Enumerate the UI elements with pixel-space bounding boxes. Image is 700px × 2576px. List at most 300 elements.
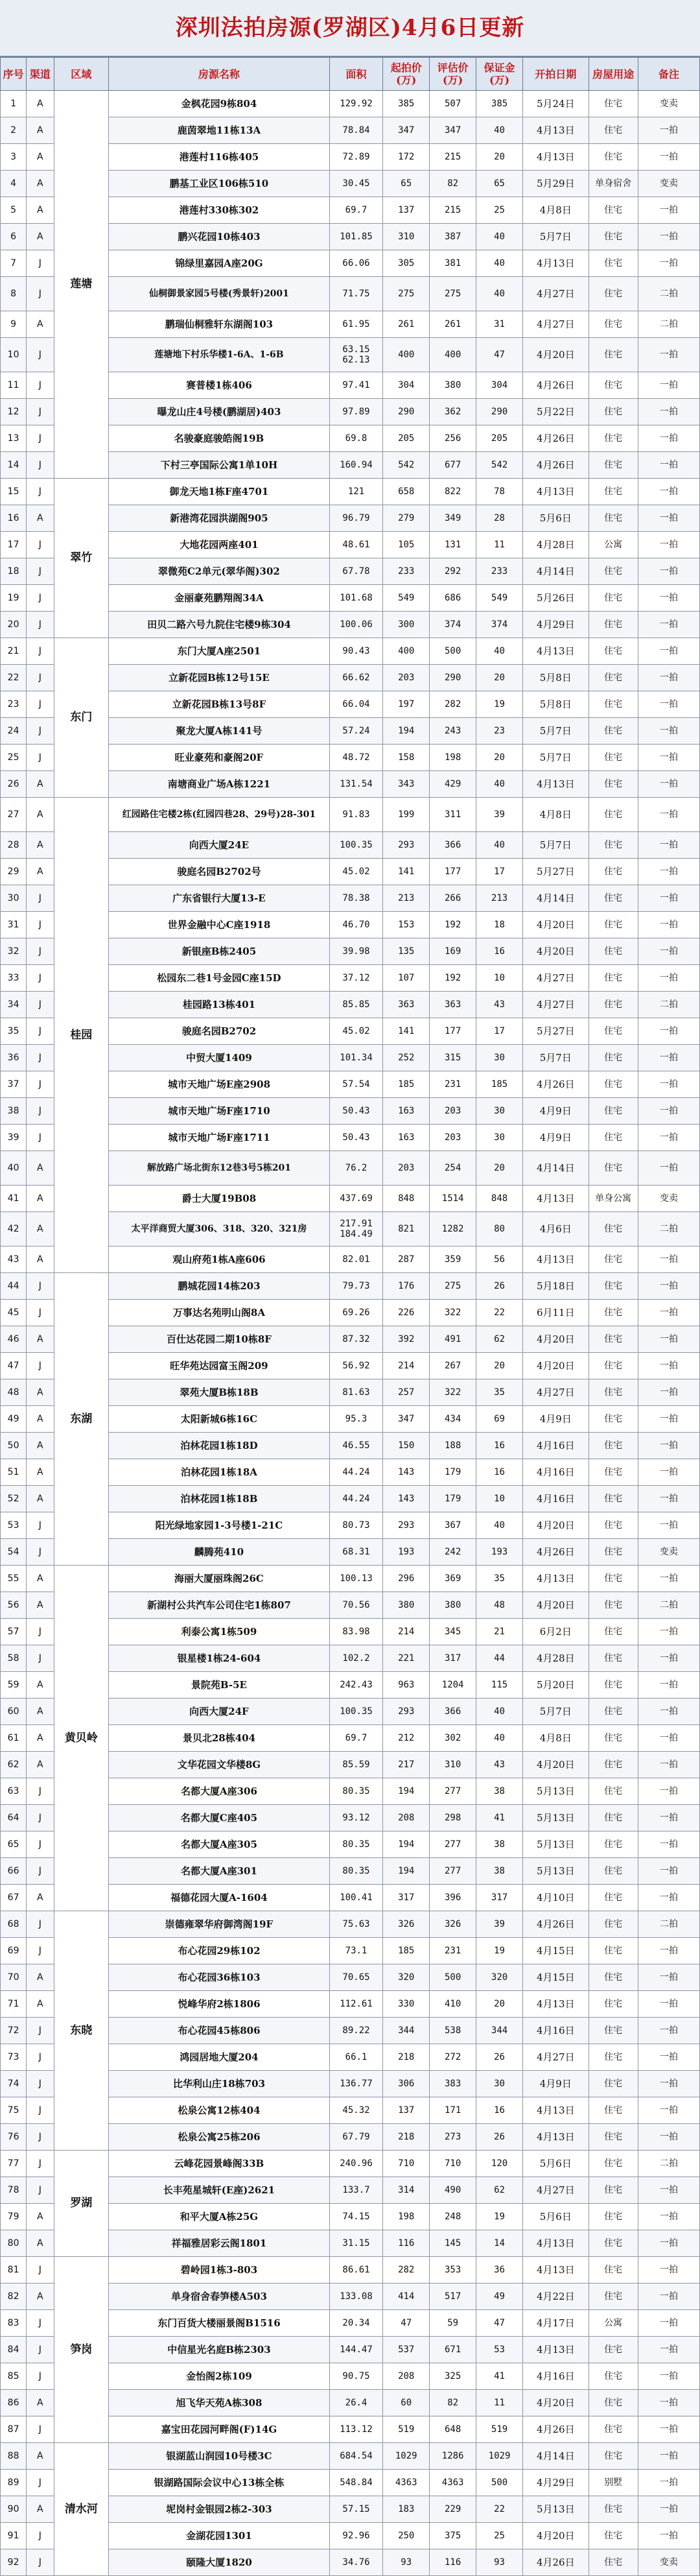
row-size: 85.59 (329, 1752, 383, 1778)
row-appraisal: 322 (430, 1300, 476, 1326)
row-auction-date: 4月27日 (523, 277, 589, 311)
district-label: 桂园 (54, 798, 109, 1273)
row-appraisal: 215 (430, 144, 476, 171)
row-appraisal: 256 (430, 425, 476, 452)
row-channel: J (27, 938, 54, 965)
row-deposit: 65 (476, 171, 523, 197)
row-channel: A (27, 144, 54, 171)
row-property-name: 名都大厦A座301 (109, 1858, 330, 1885)
table-row[interactable] (1, 1911, 700, 1938)
row-channel: J (27, 2071, 54, 2097)
row-appraisal: 298 (430, 1805, 476, 1831)
row-appraisal: 192 (430, 912, 476, 938)
row-index: 17 (1, 532, 27, 558)
row-usage: 住宅 (589, 1911, 638, 1938)
row-start-price: 385 (383, 91, 430, 117)
row-channel: A (27, 1433, 54, 1459)
row-usage: 住宅 (589, 2097, 638, 2124)
row-auction-date: 4月29日 (523, 2470, 589, 2496)
row-channel: A (27, 1486, 54, 1512)
row-size: 50.43 (329, 1098, 383, 1125)
row-start-price: 347 (383, 1406, 430, 1433)
row-usage: 住宅 (589, 1071, 638, 1098)
row-usage: 住宅 (589, 1151, 638, 1186)
row-appraisal: 215 (430, 197, 476, 224)
row-auction-date: 5月7日 (523, 1045, 589, 1071)
row-property-name: 银湖蓝山润园10号楼3C (109, 2443, 330, 2470)
table-row[interactable] (1, 91, 700, 117)
row-deposit: 1029 (476, 2443, 523, 2470)
row-deposit: 38 (476, 1858, 523, 1885)
row-usage: 住宅 (589, 745, 638, 771)
row-property-name: 翠苑大厦B栋18B (109, 1379, 330, 1406)
row-auction-date: 4月13日 (523, 1991, 589, 2018)
row-deposit: 49 (476, 2284, 523, 2310)
row-index: 9 (1, 311, 27, 338)
row-property-name: 赛普楼1栋406 (109, 372, 330, 399)
row-index: 83 (1, 2310, 27, 2337)
row-size: 66.06 (329, 250, 383, 277)
row-channel: A (27, 2230, 54, 2257)
table-row[interactable] (1, 2443, 700, 2470)
row-channel: J (27, 992, 54, 1018)
row-note: 一拍 (638, 532, 699, 558)
row-index: 62 (1, 1752, 27, 1778)
row-start-price: 257 (383, 1379, 430, 1406)
row-usage: 住宅 (589, 452, 638, 479)
row-size: 44.24 (329, 1486, 383, 1512)
row-deposit: 26 (476, 2124, 523, 2151)
table-row[interactable] (1, 2151, 700, 2177)
row-channel: J (27, 1619, 54, 1645)
row-start-price: 293 (383, 1699, 430, 1725)
table-row[interactable] (1, 1273, 700, 1300)
row-note: 一拍 (638, 2523, 699, 2549)
row-note: 一拍 (638, 1326, 699, 1353)
row-start-price: 320 (383, 1964, 430, 1991)
row-note: 变卖 (638, 91, 699, 117)
row-property-name: 解放路广场北街东12巷3号5栋201 (109, 1151, 330, 1186)
header-col-area: 区域 (54, 58, 109, 91)
row-start-price: 218 (383, 2124, 430, 2151)
row-note: 一拍 (638, 250, 699, 277)
row-usage: 公寓 (589, 532, 638, 558)
row-auction-date: 4月6日 (523, 1212, 589, 1246)
row-deposit: 39 (476, 798, 523, 832)
row-start-price: 158 (383, 745, 430, 771)
row-deposit: 62 (476, 2177, 523, 2204)
row-index: 24 (1, 718, 27, 745)
district-label: 东门 (54, 638, 109, 798)
district-label: 翠竹 (54, 479, 109, 638)
row-index: 39 (1, 1125, 27, 1151)
row-deposit: 18 (476, 912, 523, 938)
row-index: 44 (1, 1273, 27, 1300)
row-deposit: 39 (476, 1911, 523, 1938)
row-usage: 住宅 (589, 2071, 638, 2097)
row-note: 一拍 (638, 912, 699, 938)
row-size: 80.35 (329, 1831, 383, 1858)
row-size: 57.54 (329, 1071, 383, 1098)
row-channel: A (27, 1991, 54, 2018)
row-property-name: 坭岗村金银园2栋2-303 (109, 2496, 330, 2523)
row-index: 85 (1, 2363, 27, 2390)
row-property-name: 布心花园45栋806 (109, 2018, 330, 2044)
row-note: 一拍 (638, 1353, 699, 1379)
row-size: 93.12 (329, 1805, 383, 1831)
row-channel: J (27, 2124, 54, 2151)
row-note: 一拍 (638, 745, 699, 771)
table-row[interactable] (1, 479, 700, 505)
row-start-price: 963 (383, 1672, 430, 1699)
row-size: 89.22 (329, 2018, 383, 2044)
row-channel: J (27, 1098, 54, 1125)
row-property-name: 百仕达花园二期10栋8F (109, 1326, 330, 1353)
row-property-name: 旺业豪苑和豪阁20F (109, 745, 330, 771)
row-property-name: 利泰公寓1栋509 (109, 1619, 330, 1645)
row-property-name: 文华花园文华楼8G (109, 1752, 330, 1778)
row-auction-date: 6月11日 (523, 1300, 589, 1326)
row-usage: 住宅 (589, 1379, 638, 1406)
row-channel: J (27, 2151, 54, 2177)
row-auction-date: 4月16日 (523, 1459, 589, 1486)
row-size: 46.55 (329, 1433, 383, 1459)
row-start-price: 821 (383, 1212, 430, 1246)
row-appraisal: 491 (430, 1326, 476, 1353)
row-property-name: 名都大厦A座306 (109, 1778, 330, 1805)
row-property-name: 鹏兴花园10栋403 (109, 224, 330, 250)
row-usage: 住宅 (589, 691, 638, 718)
row-property-name: 鸿园居地大厦204 (109, 2044, 330, 2071)
row-start-price: 143 (383, 1459, 430, 1486)
row-note: 一拍 (638, 1098, 699, 1125)
row-channel: A (27, 798, 54, 832)
row-property-name: 太平洋商贸大厦306、318、320、321房 (109, 1212, 330, 1246)
row-start-price: 400 (383, 638, 430, 665)
row-size: 69.26 (329, 1300, 383, 1326)
row-start-price: 185 (383, 1071, 430, 1098)
row-channel: J (27, 1071, 54, 1098)
row-index: 64 (1, 1805, 27, 1831)
row-start-price: 183 (383, 2496, 430, 2523)
row-property-name: 曝龙山庄4号楼(鹏湖居)403 (109, 399, 330, 425)
row-size: 69.7 (329, 197, 383, 224)
row-deposit: 115 (476, 1672, 523, 1699)
row-index: 22 (1, 665, 27, 691)
row-channel: A (27, 1566, 54, 1592)
header-col-size: 面积 (329, 58, 383, 91)
row-size: 66.62 (329, 665, 383, 691)
row-deposit: 40 (476, 277, 523, 311)
row-usage: 住宅 (589, 1539, 638, 1566)
row-note: 一拍 (638, 372, 699, 399)
row-note: 一拍 (638, 1406, 699, 1433)
row-deposit: 35 (476, 1566, 523, 1592)
row-note: 一拍 (638, 479, 699, 505)
row-size: 85.85 (329, 992, 383, 1018)
row-deposit: 11 (476, 2390, 523, 2416)
row-usage: 住宅 (589, 2204, 638, 2230)
row-auction-date: 4月28日 (523, 1645, 589, 1672)
row-size: 102.2 (329, 1645, 383, 1672)
row-appraisal: 383 (430, 2071, 476, 2097)
header-col-auction-date: 开拍日期 (523, 58, 589, 91)
row-channel: J (27, 1125, 54, 1151)
row-deposit: 26 (476, 2044, 523, 2071)
row-deposit: 30 (476, 2071, 523, 2097)
row-auction-date: 4月26日 (523, 372, 589, 399)
row-size: 121 (329, 479, 383, 505)
row-start-price: 296 (383, 1566, 430, 1592)
row-appraisal: 822 (430, 479, 476, 505)
row-usage: 住宅 (589, 2443, 638, 2470)
row-size: 79.73 (329, 1273, 383, 1300)
row-size: 48.61 (329, 532, 383, 558)
row-auction-date: 5月6日 (523, 2151, 589, 2177)
row-size: 112.61 (329, 1991, 383, 2018)
row-property-name: 银湖路国际会议中心13栋全栋 (109, 2470, 330, 2496)
row-size: 129.92 (329, 91, 383, 117)
row-start-price: 537 (383, 2337, 430, 2363)
row-property-name: 悦峰华府2栋1806 (109, 1991, 330, 2018)
row-deposit: 38 (476, 1831, 523, 1858)
row-usage: 住宅 (589, 505, 638, 532)
row-channel: J (27, 612, 54, 638)
row-property-name: 金湖花园1301 (109, 2523, 330, 2549)
row-auction-date: 4月16日 (523, 2018, 589, 2044)
row-note: 一拍 (638, 1619, 699, 1645)
district-label: 东湖 (54, 1273, 109, 1566)
row-appraisal: 290 (430, 665, 476, 691)
row-index: 3 (1, 144, 27, 171)
row-index: 70 (1, 1964, 27, 1991)
row-start-price: 848 (383, 1186, 430, 1212)
row-index: 56 (1, 1592, 27, 1619)
row-auction-date: 4月27日 (523, 2177, 589, 2204)
property-table (0, 57, 700, 2576)
row-size: 90.43 (329, 638, 383, 665)
row-index: 14 (1, 452, 27, 479)
row-index: 11 (1, 372, 27, 399)
row-auction-date: 4月27日 (523, 965, 589, 992)
header-row (1, 58, 700, 91)
row-channel: J (27, 1539, 54, 1566)
row-appraisal: 266 (430, 885, 476, 912)
row-note: 一拍 (638, 1778, 699, 1805)
row-property-name: 立新花园B栋12号15E (109, 665, 330, 691)
row-size: 83.98 (329, 1619, 383, 1645)
row-auction-date: 5月8日 (523, 665, 589, 691)
row-size: 78.84 (329, 117, 383, 144)
row-auction-date: 4月28日 (523, 532, 589, 558)
row-property-name: 海丽大厦丽珠阁26C (109, 1566, 330, 1592)
row-channel: J (27, 665, 54, 691)
row-auction-date: 5月13日 (523, 1831, 589, 1858)
row-size: 67.78 (329, 558, 383, 585)
row-start-price: 214 (383, 1619, 430, 1645)
row-deposit: 22 (476, 2496, 523, 2523)
row-index: 41 (1, 1186, 27, 1212)
row-usage: 住宅 (589, 2284, 638, 2310)
row-appraisal: 710 (430, 2151, 476, 2177)
row-index: 47 (1, 1353, 27, 1379)
row-deposit: 40 (476, 117, 523, 144)
row-size: 97.41 (329, 372, 383, 399)
table-row[interactable] (1, 638, 700, 665)
row-note: 一拍 (638, 1486, 699, 1512)
row-size: 100.06 (329, 612, 383, 638)
row-index: 72 (1, 2018, 27, 2044)
row-auction-date: 5月8日 (523, 691, 589, 718)
row-auction-date: 4月15日 (523, 1938, 589, 1964)
row-index: 49 (1, 1406, 27, 1433)
row-deposit: 20 (476, 1991, 523, 2018)
row-note: 一拍 (638, 859, 699, 885)
row-note: 一拍 (638, 1858, 699, 1885)
row-appraisal: 198 (430, 745, 476, 771)
row-start-price: 300 (383, 612, 430, 638)
row-deposit: 19 (476, 1938, 523, 1964)
row-note: 一拍 (638, 1725, 699, 1752)
row-auction-date: 4月26日 (523, 1071, 589, 1098)
row-index: 75 (1, 2097, 27, 2124)
row-size: 160.94 (329, 452, 383, 479)
row-size: 97.89 (329, 399, 383, 425)
row-index: 61 (1, 1725, 27, 1752)
row-channel: J (27, 250, 54, 277)
row-property-name: 新湖村公共汽车公司住宅1栋807 (109, 1592, 330, 1619)
row-size: 242.43 (329, 1672, 383, 1699)
row-property-name: 中贸大厦1409 (109, 1045, 330, 1071)
row-auction-date: 5月7日 (523, 745, 589, 771)
row-size: 95.3 (329, 1406, 383, 1433)
row-note: 一拍 (638, 638, 699, 665)
row-note: 一拍 (638, 1964, 699, 1991)
table-row[interactable] (1, 2257, 700, 2284)
row-index: 87 (1, 2416, 27, 2443)
row-usage: 住宅 (589, 2018, 638, 2044)
row-index: 50 (1, 1433, 27, 1459)
row-property-name: 世界金融中心C座1918 (109, 912, 330, 938)
row-note: 一拍 (638, 612, 699, 638)
row-start-price: 400 (383, 338, 430, 372)
row-auction-date: 4月26日 (523, 1911, 589, 1938)
row-start-price: 343 (383, 771, 430, 798)
district-label: 黄贝岭 (54, 1566, 109, 1911)
row-size: 100.13 (329, 1566, 383, 1592)
row-size: 113.12 (329, 2416, 383, 2443)
table-row[interactable] (1, 798, 700, 832)
row-auction-date: 4月13日 (523, 2337, 589, 2363)
row-note: 一拍 (638, 2363, 699, 2390)
row-property-name: 碧岭园1栋3-803 (109, 2257, 330, 2284)
row-start-price: 163 (383, 1125, 430, 1151)
row-deposit: 28 (476, 505, 523, 532)
row-appraisal: 277 (430, 1831, 476, 1858)
row-appraisal: 242 (430, 1539, 476, 1566)
row-channel: J (27, 1645, 54, 1672)
row-usage: 住宅 (589, 938, 638, 965)
row-size: 144.47 (329, 2337, 383, 2363)
row-size: 90.75 (329, 2363, 383, 2390)
row-appraisal: 169 (430, 938, 476, 965)
row-index: 68 (1, 1911, 27, 1938)
row-size: 56.92 (329, 1353, 383, 1379)
row-auction-date: 4月13日 (523, 1246, 589, 1273)
row-start-price: 194 (383, 718, 430, 745)
row-index: 52 (1, 1486, 27, 1512)
row-deposit: 40 (476, 250, 523, 277)
row-appraisal: 273 (430, 2124, 476, 2151)
row-usage: 住宅 (589, 638, 638, 665)
row-deposit: 43 (476, 992, 523, 1018)
row-usage: 住宅 (589, 91, 638, 117)
row-deposit: 17 (476, 859, 523, 885)
row-size: 70.56 (329, 1592, 383, 1619)
row-channel: A (27, 2496, 54, 2523)
row-deposit: 16 (476, 1459, 523, 1486)
row-appraisal: 325 (430, 2363, 476, 2390)
row-usage: 住宅 (589, 1805, 638, 1831)
row-note: 一拍 (638, 938, 699, 965)
row-usage: 住宅 (589, 372, 638, 399)
row-appraisal: 396 (430, 1885, 476, 1911)
row-appraisal: 366 (430, 1699, 476, 1725)
row-property-name: 长丰苑星城轩(E座)2621 (109, 2177, 330, 2204)
row-size: 96.79 (329, 505, 383, 532)
row-start-price: 193 (383, 1539, 430, 1566)
row-note: 一拍 (638, 1699, 699, 1725)
row-channel: J (27, 1045, 54, 1071)
row-note: 一拍 (638, 2416, 699, 2443)
row-property-name: 鹏瑞仙桐雅轩东湖阁103 (109, 311, 330, 338)
row-property-name: 布心花园29栋102 (109, 1938, 330, 1964)
table-row[interactable] (1, 1566, 700, 1592)
row-deposit: 41 (476, 1805, 523, 1831)
row-size: 57.15 (329, 2496, 383, 2523)
row-start-price: 282 (383, 2257, 430, 2284)
row-size: 101.85 (329, 224, 383, 250)
row-usage: 住宅 (589, 1045, 638, 1071)
row-usage: 住宅 (589, 832, 638, 859)
row-auction-date: 4月13日 (523, 2124, 589, 2151)
row-index: 92 (1, 2549, 27, 2576)
row-channel: J (27, 2018, 54, 2044)
row-property-name: 骏庭名园B2702 (109, 1018, 330, 1045)
row-size: 37.12 (329, 965, 383, 992)
row-auction-date: 4月22日 (523, 2284, 589, 2310)
row-auction-date: 5月20日 (523, 1672, 589, 1699)
row-property-name: 向西大厦24E (109, 832, 330, 859)
row-deposit: 26 (476, 1273, 523, 1300)
row-start-price: 252 (383, 1045, 430, 1071)
row-index: 8 (1, 277, 27, 311)
row-channel: A (27, 832, 54, 859)
row-auction-date: 4月8日 (523, 798, 589, 832)
row-start-price: 141 (383, 1018, 430, 1045)
row-deposit: 30 (476, 1098, 523, 1125)
row-deposit: 304 (476, 372, 523, 399)
row-usage: 别墅 (589, 2470, 638, 2496)
row-deposit: 40 (476, 1512, 523, 1539)
row-property-name: 泊林花园1栋18B (109, 1486, 330, 1512)
row-auction-date: 4月16日 (523, 2363, 589, 2390)
row-auction-date: 4月9日 (523, 2071, 589, 2097)
row-channel: J (27, 1911, 54, 1938)
row-size: 45.32 (329, 2097, 383, 2124)
row-deposit: 205 (476, 425, 523, 452)
row-deposit: 48 (476, 1592, 523, 1619)
